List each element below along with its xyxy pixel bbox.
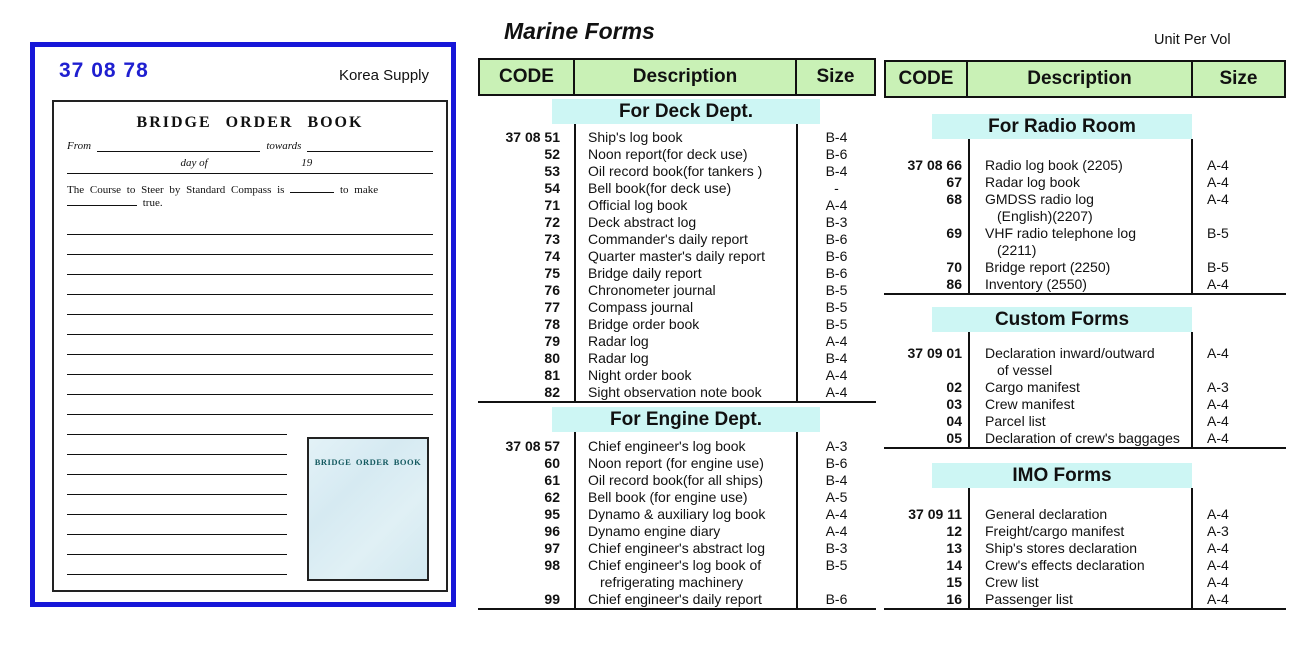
row-size: A-4 <box>1207 430 1229 446</box>
book-cover-thumbnail <box>307 437 429 581</box>
row-code: 99 <box>544 591 560 607</box>
table-row <box>884 591 1286 608</box>
row-description: Deck abstract log <box>588 214 697 230</box>
row-code: 62 <box>544 489 560 505</box>
table-row <box>884 506 1286 523</box>
row-size: A-4 <box>1207 157 1229 173</box>
row-description: Inventory (2550) <box>985 276 1087 292</box>
row-size: A-4 <box>1207 506 1229 522</box>
row-size: A-4 <box>1207 574 1229 590</box>
table-row <box>478 591 876 608</box>
unit-per-vol-note: Unit Per Vol <box>1154 32 1231 48</box>
table-row <box>478 489 876 506</box>
form-course-row <box>67 183 433 209</box>
section-title: For Deck Dept. <box>552 99 820 124</box>
from-label: From <box>67 140 92 152</box>
course-text-1: The Course to Steer by Standard Compass is <box>67 184 285 196</box>
table-header <box>884 60 1286 98</box>
form-title: BRIDGE ORDER BOOK <box>136 114 364 131</box>
row-code: 71 <box>544 197 560 213</box>
table-row <box>884 191 1286 225</box>
row-code: 67 <box>946 174 962 190</box>
section-title: IMO Forms <box>932 463 1192 488</box>
row-description: Oil record book(for tankers ) <box>588 163 763 179</box>
row-code: 61 <box>544 472 560 488</box>
table-row <box>478 455 876 472</box>
table-row <box>884 557 1286 574</box>
row-size: B-6 <box>825 591 848 607</box>
row-description: Chief engineer's log book of refrigerating machinery <box>588 557 762 590</box>
row-size: B-5 <box>825 299 848 315</box>
row-size: A-3 <box>1207 379 1229 395</box>
row-code: 54 <box>544 180 560 196</box>
towards-label: towards <box>266 140 302 152</box>
row-description: Bell book(for deck use) <box>588 180 732 196</box>
table-row <box>884 523 1286 540</box>
column-header-size: Size <box>1219 68 1258 89</box>
ruled-line <box>67 375 433 395</box>
section-title: For Engine Dept. <box>552 407 820 432</box>
row-description: Bridge daily report <box>588 265 702 281</box>
row-size: A-4 <box>1207 345 1229 361</box>
row-size: B-3 <box>825 214 848 230</box>
row-code: 37 09 11 <box>908 506 962 522</box>
section-engine-dept <box>478 407 876 610</box>
catalog-table-left <box>478 58 876 610</box>
row-size: A-4 <box>825 197 848 213</box>
row-description: Chief engineer's log book <box>588 438 746 454</box>
table-row <box>884 379 1286 396</box>
form-bottom-area <box>67 415 433 585</box>
table-row <box>478 146 876 163</box>
row-description: Official log book <box>588 197 688 213</box>
row-code: 12 <box>946 523 962 539</box>
table-row <box>478 472 876 489</box>
section-custom-forms <box>884 307 1286 449</box>
row-code: 75 <box>544 265 560 281</box>
row-description: Compass journal <box>588 299 694 315</box>
preview-card-header <box>35 47 451 84</box>
row-size: - <box>834 180 839 196</box>
row-code: 98 <box>544 557 560 573</box>
row-code: 74 <box>544 248 560 264</box>
section-imo-forms <box>884 463 1286 610</box>
row-description: Passenger list <box>985 591 1073 607</box>
column-header-code: CODE <box>886 62 968 96</box>
row-code: 82 <box>544 384 560 400</box>
table-row <box>478 540 876 557</box>
row-size: A-4 <box>825 506 848 522</box>
ruled-line <box>67 515 287 535</box>
table-row <box>478 316 876 333</box>
row-description: Bridge order book <box>588 316 700 332</box>
row-description: Bridge report (2250) <box>985 259 1111 275</box>
ruled-line <box>67 395 433 415</box>
section-title: Custom Forms <box>932 307 1192 332</box>
row-size: A-3 <box>825 438 848 454</box>
row-code: 04 <box>946 413 962 429</box>
row-description: Crew's effects declaration <box>985 557 1145 573</box>
ruled-line <box>67 435 287 455</box>
table-row <box>478 282 876 299</box>
ruled-line <box>67 235 433 255</box>
row-code: 37 08 66 <box>907 157 962 173</box>
row-size: A-4 <box>1207 174 1229 190</box>
ruled-line <box>67 495 287 515</box>
row-description: Chief engineer's abstract log <box>588 540 765 556</box>
form-from-row <box>67 140 433 152</box>
row-size: B-4 <box>825 350 848 366</box>
ruled-line <box>67 335 433 355</box>
ruled-line <box>67 255 433 275</box>
row-description: Dynamo & auxiliary log book <box>588 506 766 522</box>
row-size: B-6 <box>825 248 848 264</box>
column-header-size: Size <box>816 66 855 87</box>
row-code: 77 <box>544 299 560 315</box>
blank-line <box>290 183 334 193</box>
table-row <box>478 265 876 282</box>
product-code: 37 08 78 <box>59 59 149 82</box>
table-row <box>478 214 876 231</box>
row-description: Crew manifest <box>985 396 1075 412</box>
row-description: Radar log book <box>985 174 1080 190</box>
row-size: A-4 <box>1207 591 1229 607</box>
row-code: 96 <box>544 523 560 539</box>
row-size: A-4 <box>1207 191 1229 207</box>
table-row <box>884 345 1286 379</box>
row-description: Quarter master's daily report <box>588 248 765 264</box>
row-code: 37 08 51 <box>505 129 560 145</box>
row-description: GMDSS radio log (English)(2207) <box>985 191 1094 224</box>
table-header <box>478 58 876 96</box>
ruled-line <box>67 555 287 575</box>
row-size: A-4 <box>1207 276 1229 292</box>
row-code: 95 <box>544 506 560 522</box>
row-description: Night order book <box>588 367 692 383</box>
row-size: A-4 <box>825 384 848 400</box>
table-row <box>884 396 1286 413</box>
table-row <box>478 557 876 591</box>
table-row <box>478 231 876 248</box>
table-row <box>478 350 876 367</box>
ruled-line <box>67 455 287 475</box>
table-row <box>478 333 876 350</box>
row-description: Ship's log book <box>588 129 683 145</box>
row-size: B-4 <box>825 163 848 179</box>
row-description: Ship's stores declaration <box>985 540 1138 556</box>
row-size: B-6 <box>825 455 848 471</box>
row-description: Radar log <box>588 333 649 349</box>
table-row <box>478 299 876 316</box>
table-row <box>884 413 1286 430</box>
table-row <box>478 523 876 540</box>
table-row <box>884 174 1286 191</box>
row-size: B-6 <box>825 146 848 162</box>
table-row <box>478 197 876 214</box>
row-code: 73 <box>544 231 560 247</box>
row-description: Sight observation note book <box>588 384 762 400</box>
row-description: Commander's daily report <box>588 231 748 247</box>
catalog-table-right <box>884 60 1286 610</box>
row-size: B-5 <box>825 316 848 332</box>
row-code: 78 <box>544 316 560 332</box>
year-prefix: 19 <box>301 157 313 169</box>
table-row <box>478 506 876 523</box>
row-size: A-4 <box>825 333 848 349</box>
row-code: 05 <box>946 430 962 446</box>
row-description: Declaration inward/outward of vessel <box>985 345 1155 378</box>
day-of-label: day of <box>180 157 208 169</box>
row-size: B-5 <box>1207 259 1229 275</box>
row-code: 37 08 57 <box>505 438 560 454</box>
row-description: VHF radio telephone log (2211) <box>985 225 1136 258</box>
row-description: General declaration <box>985 506 1108 522</box>
table-row <box>884 574 1286 591</box>
row-code: 60 <box>544 455 560 471</box>
row-description: Noon report (for engine use) <box>588 455 764 471</box>
blank-line <box>97 140 260 152</box>
row-size: A-4 <box>1207 413 1229 429</box>
row-size: A-4 <box>1207 557 1229 573</box>
row-description: Dynamo engine diary <box>588 523 721 539</box>
table-row <box>478 248 876 265</box>
form-dayof-row <box>67 152 433 174</box>
table-row <box>884 259 1286 276</box>
table-row <box>478 163 876 180</box>
row-code: 02 <box>946 379 962 395</box>
ruled-line <box>67 275 433 295</box>
row-description: Chronometer journal <box>588 282 716 298</box>
table-row <box>884 157 1286 174</box>
product-preview-card <box>30 42 456 607</box>
table-row <box>478 129 876 146</box>
row-description: Noon report(for deck use) <box>588 146 748 162</box>
row-size: B-6 <box>825 265 848 281</box>
row-size: A-4 <box>1207 540 1229 556</box>
row-code: 97 <box>544 540 560 556</box>
column-header-description: Description <box>575 60 797 94</box>
blank-line <box>67 196 137 206</box>
row-code: 79 <box>544 333 560 349</box>
row-code: 15 <box>946 574 962 590</box>
ruled-line <box>67 295 433 315</box>
course-text-3: true. <box>142 197 163 209</box>
row-description: Radio log book (2205) <box>985 157 1123 173</box>
row-size: B-4 <box>825 472 848 488</box>
ruled-line <box>67 415 287 435</box>
row-description: Bell book (for engine use) <box>588 489 748 505</box>
row-description: Declaration of crew's baggages <box>985 430 1180 446</box>
section-rows <box>884 139 1286 295</box>
row-description: Chief engineer's daily report <box>588 591 762 607</box>
ruled-line <box>67 355 433 375</box>
row-size: B-6 <box>825 231 848 247</box>
row-code: 68 <box>946 191 962 207</box>
column-header-description: Description <box>968 62 1193 96</box>
row-description: Cargo manifest <box>985 379 1080 395</box>
row-size: B-5 <box>825 557 848 573</box>
table-row <box>478 367 876 384</box>
row-size: A-4 <box>1207 396 1229 412</box>
section-deck-dept <box>478 99 876 403</box>
column-header-code: CODE <box>480 60 575 94</box>
bridge-order-book-form <box>52 100 448 592</box>
section-rows <box>478 432 876 610</box>
row-description: Parcel list <box>985 413 1046 429</box>
section-radio-room <box>884 114 1286 295</box>
section-rows <box>884 332 1286 449</box>
row-size: A-4 <box>825 523 848 539</box>
row-code: 16 <box>946 591 962 607</box>
row-code: 69 <box>946 225 962 241</box>
row-code: 76 <box>544 282 560 298</box>
row-code: 86 <box>946 276 962 292</box>
book-cover-title: BRIDGE ORDER BOOK <box>314 457 422 467</box>
section-rows <box>478 124 876 403</box>
page-title: Marine Forms <box>504 18 655 44</box>
row-code: 72 <box>544 214 560 230</box>
row-code: 03 <box>946 396 962 412</box>
row-code: 53 <box>544 163 560 179</box>
row-description: Crew list <box>985 574 1039 590</box>
course-text-2: to make <box>339 184 379 196</box>
section-title: For Radio Room <box>932 114 1192 139</box>
table-row <box>478 180 876 197</box>
ruled-line <box>67 475 287 495</box>
row-size: A-3 <box>1207 523 1229 539</box>
table-row <box>478 438 876 455</box>
blank-line <box>307 140 433 152</box>
row-size: B-5 <box>825 282 848 298</box>
ruled-line <box>67 315 433 335</box>
table-row <box>884 225 1286 259</box>
table-row <box>884 276 1286 293</box>
row-description: Radar log <box>588 350 649 366</box>
row-size: B-3 <box>825 540 848 556</box>
table-row <box>884 430 1286 447</box>
row-code: 81 <box>544 367 560 383</box>
table-row <box>478 384 876 401</box>
row-code: 14 <box>946 557 962 573</box>
row-code: 70 <box>946 259 962 275</box>
row-size: A-5 <box>825 489 848 505</box>
row-code: 52 <box>544 146 560 162</box>
section-rows <box>884 488 1286 610</box>
row-code: 13 <box>946 540 962 556</box>
supplier-name: Korea Supply <box>338 67 429 84</box>
row-size: B-5 <box>1207 225 1229 241</box>
ruled-line <box>67 535 287 555</box>
row-code: 80 <box>544 350 560 366</box>
row-code: 37 09 01 <box>907 345 962 361</box>
row-size: A-4 <box>825 367 848 383</box>
table-row <box>884 540 1286 557</box>
row-description: Oil record book(for all ships) <box>588 472 764 488</box>
row-description: Freight/cargo manifest <box>985 523 1125 539</box>
row-size: B-4 <box>825 129 848 145</box>
